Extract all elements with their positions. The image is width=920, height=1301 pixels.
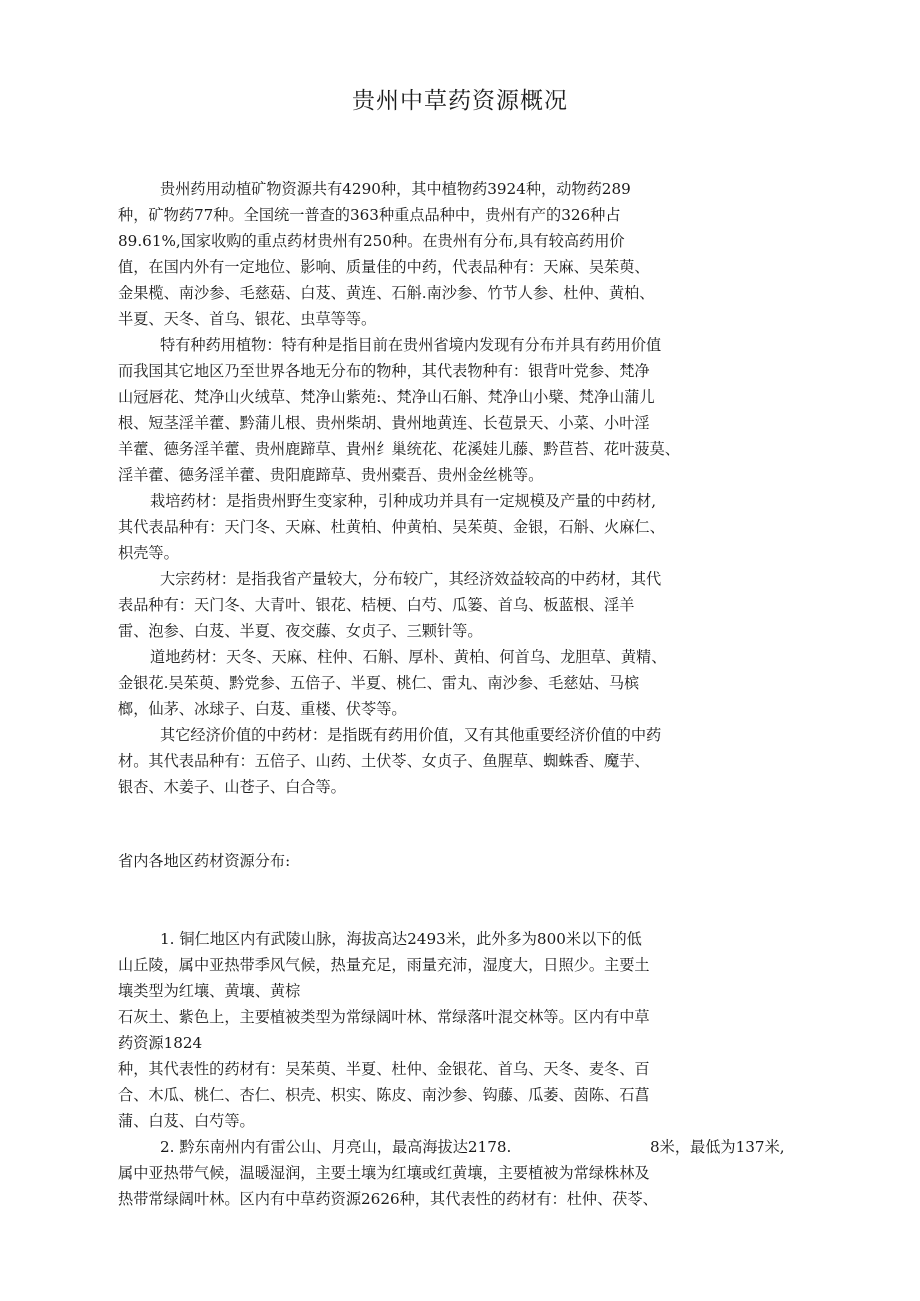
paragraph-line: 枳壳等。 [118, 544, 179, 562]
paragraph-line: 而我国其它地区乃至世界各地无分布的物种，其代表物种有：银背叶党参、梵净 [118, 362, 650, 380]
paragraph-line: 材。其代表品种有：五倍子、山药、土伏苓、女贞子、鱼腥草、蜘蛛香、魔芋、 [118, 752, 650, 770]
paragraph-line: 银杏、木姜子、山苍子、白合等。 [118, 778, 346, 796]
paragraph-line: 表品种有：天门冬、大青叶、银花、桔梗、白芍、瓜篓、首乌、板蓝根、淫羊 [118, 596, 635, 614]
paragraph-line: 特有种药用植物：特有种是指目前在贵州省境内发现有分布并具有药用价值 [160, 336, 662, 354]
document-title: 贵州中草药资源概况 [352, 88, 568, 114]
paragraph-line: 其代表品种有：天门冬、天麻、杜黄柏、仲黄柏、吴茱萸、金银，石斛、火麻仁、 [118, 518, 665, 536]
paragraph-line: 药资源1824 [118, 1034, 203, 1052]
paragraph-line: 金果榄、南沙参、毛慈菇、白芨、黄连、石斛.南沙参、竹节人参、杜仲、黄柏、 [118, 284, 655, 302]
paragraph-line: 2. 黔东南州内有雷公山、月亮山，最高海拔达2178. [160, 1138, 512, 1156]
paragraph-line: 属中亚热带气候，温暖湿润，主要土壤为红壤或红黄壤，主要植被为常绿株林及 [118, 1164, 650, 1182]
paragraph-line: 道地药材：天冬、天麻、柱仲、石斛、厚朴、黄柏、何首乌、龙胆草、黄精、 [150, 648, 667, 666]
paragraph-line: 1. 铜仁地区内有武陵山脉，海拔高达2493米，此外多为800米以下的低 [160, 930, 642, 948]
paragraph-line: 大宗药材：是指我省产量较大，分布较广，其经济效益较高的中药材，其代 [160, 570, 662, 588]
paragraph-line: 蒲、白芨、白芍等。 [118, 1112, 255, 1130]
paragraph-line: 雷、泡参、白芨、半夏、夜交藤、女贞子、三颗针等。 [118, 622, 483, 640]
paragraph-line: 石灰土、紫色上，主要植被类型为常绿阔叶林、常绿落叶混交林等。区内有中草 [118, 1008, 650, 1026]
paragraph-line: 山丘陵，属中亚热带季风气候，热量充足，雨量充沛，湿度大，日照少。主要土 [118, 956, 650, 974]
paragraph-line: 栽培药材：是指贵州野生变家种，引种成功并具有一定规模及产量的中药材, [150, 492, 657, 510]
paragraph-line: 合、木瓜、桃仁、杏仁、枳壳、枳实、陈皮、南沙参、钩藤、瓜萎、茵陈、石菖 [118, 1086, 650, 1104]
paragraph-line: 值，在国内外有一定地位、影响、质量佳的中药，代表品种有：天麻、吴茱萸、 [118, 258, 650, 276]
paragraph-line: 榔，仙茅、冰球子、白芨、重楼、伏苓等。 [118, 700, 407, 718]
paragraph-line: 其它经济价值的中药材：是指既有药用价值，又有其他重要经济价值的中药 [160, 726, 662, 744]
paragraph-line: 壤类型为红壤、黄壤、黄棕 [118, 982, 301, 1000]
paragraph-line: 淫羊藿、德务淫羊藿、贵阳鹿蹄草、贵州橐吾、贵州金丝桃等。 [118, 466, 544, 484]
paragraph-line: 8米，最低为137米, [650, 1138, 785, 1156]
paragraph-line: 山冠唇花、梵净山火绒草、梵净山紫苑:、梵净山石斛、梵净山小檗、梵净山蒲儿 [118, 388, 655, 406]
paragraph-line: 羊藿、德务淫羊藿、贵州鹿蹄草、貴州纟巢统花、花溪娃儿藤、黔苣苔、花叶菠莫、 [118, 440, 680, 458]
paragraph-line: 根、短茎淫羊藿、黔蒲儿根、贵州柴胡、貴州地黄连、长苞景天、小菜、小叶淫 [118, 414, 650, 432]
paragraph-line: 89.61%,国家收购的重点药材贵州有250种。在贵州有分布,具有较高药用价 [118, 232, 625, 250]
paragraph-line: 种，矿物药77种。全国统一普查的363种重点品种中，贵州有产的326种占 [118, 206, 621, 224]
section-heading: 省内各地区药材资源分布: [118, 852, 291, 870]
paragraph-line: 种，其代表性的药材有：吴茱萸、半夏、杜仲、金银花、首乌、天冬、麦冬、百 [118, 1060, 650, 1078]
paragraph-line: 金银花.吴茱萸、黔党参、五倍子、半夏、桃仁、雷丸、南沙参、毛慈姑、马槟 [118, 674, 640, 692]
paragraph-line: 半夏、天冬、首乌、银花、虫草等等。 [118, 310, 377, 328]
paragraph-line: 热带常绿阔叶林。区内有中草药资源2626种，其代表性的药材有：杜仲、茯苓、 [118, 1190, 658, 1208]
paragraph-line: 贵州药用动植矿物资源共有4290种，其中植物药3924种，动物药289 [160, 180, 631, 198]
